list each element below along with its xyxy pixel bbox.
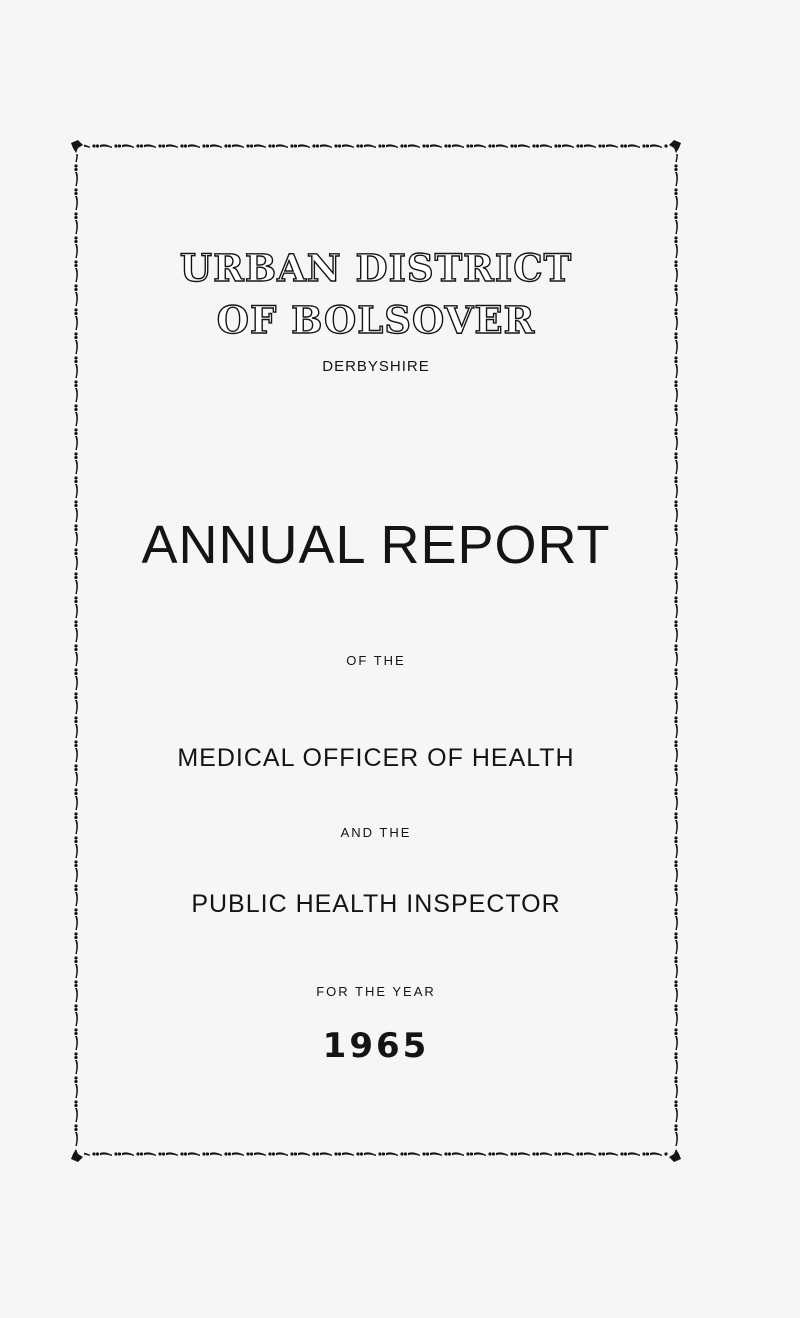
border-top: [84, 140, 668, 152]
corner-ornament-bottom-left: [71, 1149, 83, 1162]
border-bottom: [84, 1150, 668, 1162]
corner-ornament-top-left: [71, 140, 83, 153]
authority-line-2: OF BOLSOVER: [216, 298, 536, 342]
decorative-border: [70, 140, 682, 1162]
county-name: DERBYSHIRE: [322, 358, 430, 375]
authority-line-1: URBAN DISTRICT: [179, 246, 573, 290]
cover-page: [70, 140, 682, 1162]
and-the-label: AND THE: [340, 825, 412, 840]
officer-title: MEDICAL OFFICER OF HEALTH: [177, 744, 575, 772]
corner-ornament-bottom-right: [669, 1149, 681, 1162]
inspector-title: PUBLIC HEALTH INSPECTOR: [191, 890, 561, 918]
for-the-year-label: FOR THE YEAR: [316, 984, 436, 999]
report-year: 1965: [322, 1026, 430, 1066]
of-the-label: OF THE: [346, 653, 406, 668]
corner-ornament-top-right: [669, 140, 681, 153]
report-title: ANNUAL REPORT: [141, 515, 611, 575]
